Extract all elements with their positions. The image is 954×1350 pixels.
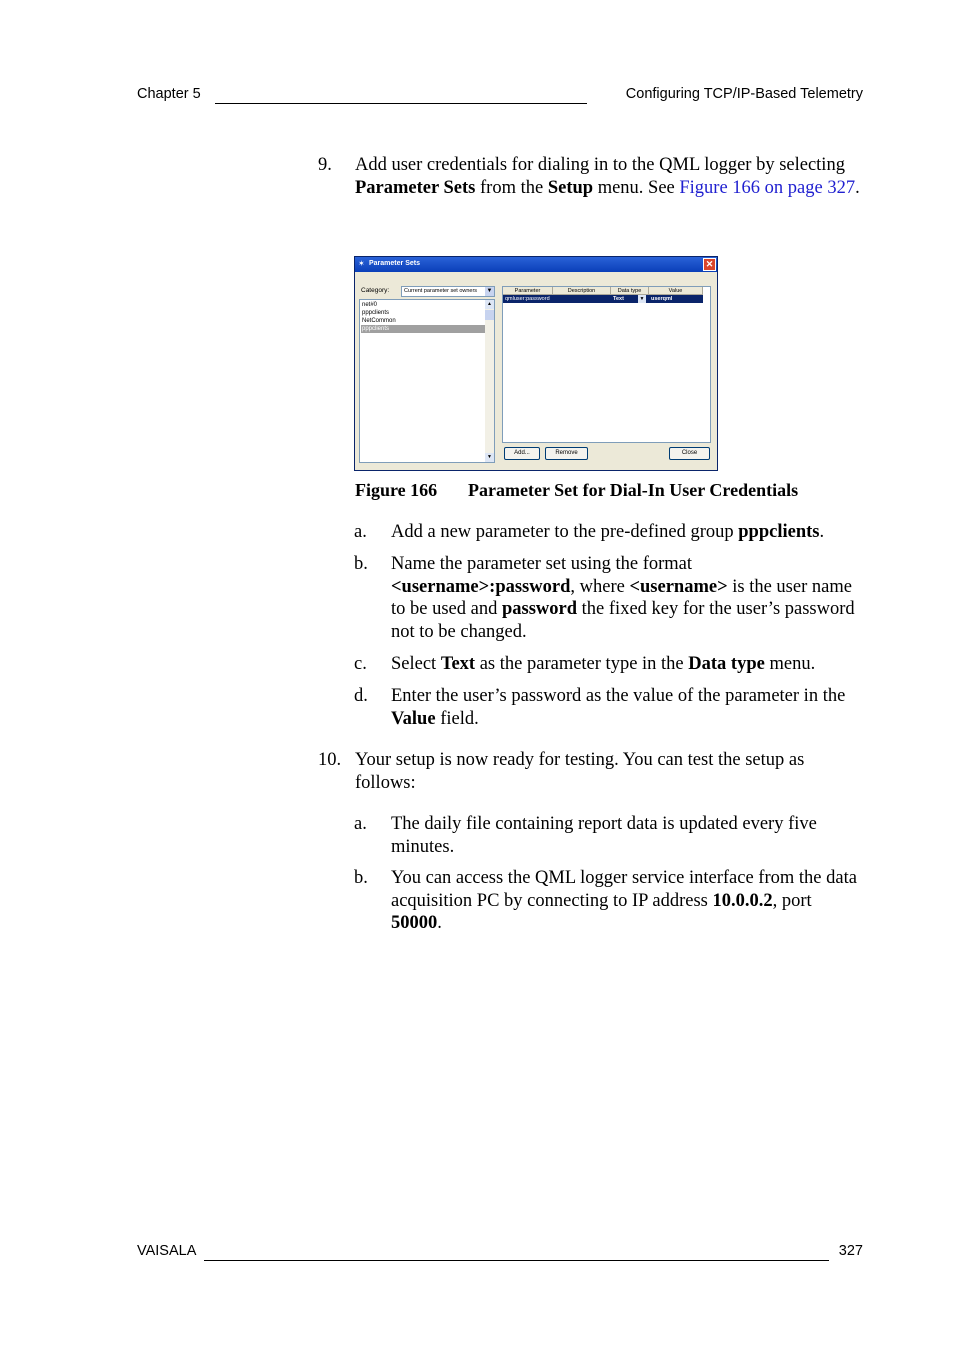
step-number: 9. (318, 155, 332, 175)
category-select[interactable] (401, 286, 495, 297)
substep-letter: b. (354, 554, 368, 574)
parameter-sets-dialog (354, 256, 718, 471)
cell-parameter[interactable]: qmluser:password (505, 296, 550, 302)
header-chapter: Chapter 5 (137, 86, 201, 102)
substep-text: Add a new parameter to the pre-defined group pppclients. (391, 522, 825, 542)
bold-term: Value (391, 708, 436, 729)
column-header-parameter[interactable]: Parameter (503, 287, 553, 295)
substep-letter: d. (354, 686, 368, 706)
column-header-value[interactable]: Value (649, 287, 703, 295)
chevron-down-icon[interactable]: ▼ (639, 296, 645, 302)
chevron-down-icon[interactable]: ▼ (486, 288, 493, 294)
figure-title: Parameter Set for Dial-In User Credentials (468, 480, 799, 500)
scrollbar[interactable] (485, 300, 494, 462)
bold-term: <username> (629, 576, 728, 597)
bold-term: <username>:password (391, 576, 571, 597)
app-icon: ✶ (358, 259, 365, 268)
bold-term: password (501, 599, 578, 620)
category-label: Category: (361, 287, 390, 294)
scroll-up-icon[interactable]: ▲ (485, 300, 494, 309)
bold-term: Setup (547, 177, 594, 198)
step-text: Add user credentials for dialing in to the QML logger by selecting Parameter Sets from the Setup menu. See Figure 166 on page 327. (355, 155, 860, 198)
substep-text: Select Text as the parameter type in the Data type menu. (391, 654, 816, 674)
figure-link[interactable]: Figure 166 on page 327 (679, 177, 856, 198)
list-item[interactable]: net#0 (362, 302, 378, 308)
bold-term: Text (440, 654, 476, 674)
header-rule (215, 103, 587, 104)
figure-number: Figure 166 (355, 480, 438, 500)
substep-text: Name the parameter set using the format <username>:password, where <username> is the user name to be used and password the fixed key for the user’s password not to be changed. (391, 554, 855, 642)
close-icon[interactable]: ✕ (703, 258, 716, 271)
close-button[interactable]: Close (669, 447, 710, 460)
bold-term: pppclients (738, 522, 820, 542)
list-item-selected[interactable]: pppclients (361, 325, 486, 333)
footer-company: VAISALA (137, 1243, 197, 1259)
page-number: 327 (838, 1243, 863, 1259)
substep-text: The daily file containing report data is updated every five minutes. (391, 814, 817, 857)
substep-letter: a. (354, 522, 367, 542)
remove-button[interactable]: Remove (545, 447, 588, 460)
parameter-grid[interactable] (502, 286, 711, 443)
category-value: Current parameter set owners (404, 288, 478, 294)
page-header (137, 86, 863, 106)
scroll-thumb[interactable] (485, 310, 494, 320)
bold-term: 10.0.0.2 (712, 890, 773, 911)
bold-term: Parameter Sets (355, 177, 476, 198)
column-header-description[interactable]: Description (553, 287, 611, 295)
step-number: 10. (318, 750, 342, 770)
header-section-title: Configuring TCP/IP-Based Telemetry (625, 86, 863, 102)
figure-caption (355, 480, 799, 501)
substep-letter: a. (354, 814, 367, 834)
cell-value[interactable]: userqml (651, 296, 673, 302)
footer-rule (204, 1260, 829, 1261)
dialog-title: Parameter Sets (369, 260, 420, 267)
owners-list[interactable] (359, 299, 495, 463)
table-row[interactable] (503, 295, 703, 303)
substep-text: You can access the QML logger service interface from the data acquisition PC by connecting to IP address 10.0.0.2, port 50000. (391, 868, 857, 934)
substep-text: Enter the user’s password as the value of the parameter in the Value field. (391, 686, 846, 729)
list-item[interactable]: NetCommon (362, 318, 396, 324)
page-footer (137, 1243, 863, 1263)
add-button[interactable]: Add... (504, 447, 540, 460)
column-header-data-type[interactable]: Data type (611, 287, 649, 295)
scroll-down-icon[interactable]: ▼ (485, 453, 494, 462)
substep-letter: c. (354, 654, 367, 674)
step-text: Your setup is now ready for testing. You can test the setup as follows: (355, 750, 805, 793)
dialog-titlebar (355, 257, 717, 272)
bold-term: 50000 (391, 913, 438, 934)
list-item[interactable]: pppclients (362, 310, 390, 316)
bold-term: Data type (688, 654, 765, 674)
substep-letter: b. (354, 868, 368, 888)
cell-data-type[interactable]: Text (613, 296, 624, 302)
